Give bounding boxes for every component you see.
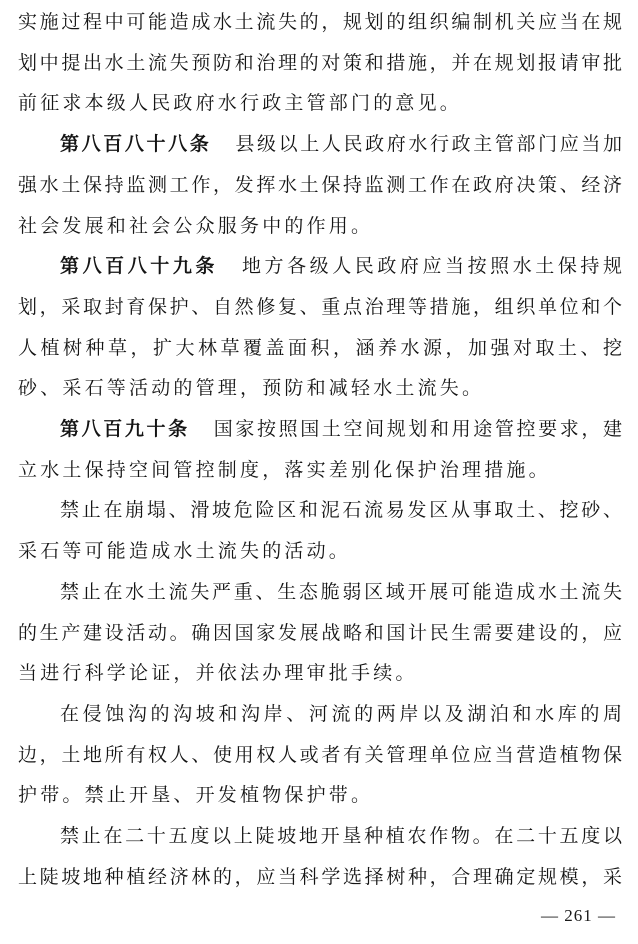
- text-line: 禁止在二十五度以上陡坡地开垦种植农作物。在二十五度以: [60, 825, 622, 847]
- text-line: 采石等可能造成水土流失的活动。: [18, 540, 352, 563]
- text-line: 前征求本级人民政府水行政主管部门的意见。: [18, 92, 463, 115]
- article-889-first-line: [60, 246, 622, 286]
- article-890-first-line: [60, 409, 622, 449]
- text-line: 强水土保持监测工作，发挥水土保持监测工作在政府决策、经济: [18, 173, 622, 196]
- text-line: 当进行科学论证，并依法办理审批手续。: [18, 662, 418, 685]
- text-line: 县级以上人民政府水行政主管部门应当加: [235, 133, 622, 156]
- text-line: 上陡坡地种植经济林的，应当科学选择树种，合理确定规模，采: [18, 865, 622, 888]
- article-number: 第八百八十九条: [60, 255, 218, 278]
- text-line: 划中提出水土流失预防和治理的对策和措施，并在规划报请审批: [18, 51, 622, 74]
- article-number: 第八百八十八条: [60, 133, 212, 156]
- text-line: 边，土地所有权人、使用权人或者有关管理单位应当营造植物保: [18, 743, 622, 766]
- text-line: 砂、采石等活动的管理，预防和减轻水土流失。: [18, 377, 485, 400]
- text-line: 的生产建设活动。确因国家发展战略和国计民生需要建设的，应: [18, 621, 622, 644]
- text-line: 地方各级人民政府应当按照水土保持规: [241, 255, 622, 278]
- text-line: 国家按照国土空间规划和用途管控要求，建: [213, 418, 622, 440]
- text-line: 在侵蚀沟的沟坡和沟岸、河流的两岸以及湖泊和水库的周: [60, 702, 622, 725]
- text-line: 实施过程中可能造成水土流失的，规划的组织编制机关应当在规: [18, 11, 622, 33]
- page-number: — 261 —: [541, 906, 616, 925]
- article-number: 第八百九十条: [60, 418, 190, 440]
- text-line: 人植树种草，扩大林草覆盖面积，涵养水源，加强对取土、挖: [18, 336, 622, 359]
- text-line: 划，采取封育保护、自然修复、重点治理等措施，组织单位和个: [18, 295, 622, 318]
- article-888-first-line: [60, 124, 622, 164]
- text-line: 禁止在水土流失严重、生态脆弱区域开展可能造成水土流失: [60, 580, 622, 603]
- text-line: 社会发展和社会公众服务中的作用。: [18, 214, 374, 237]
- text-line: 护带。禁止开垦、开发植物保护带。: [18, 784, 374, 807]
- text-line: 禁止在崩塌、滑坡危险区和泥石流易发区从事取土、挖砂、: [60, 499, 622, 522]
- text-line: 立水土保持空间管控制度，落实差别化保护治理措施。: [18, 458, 551, 481]
